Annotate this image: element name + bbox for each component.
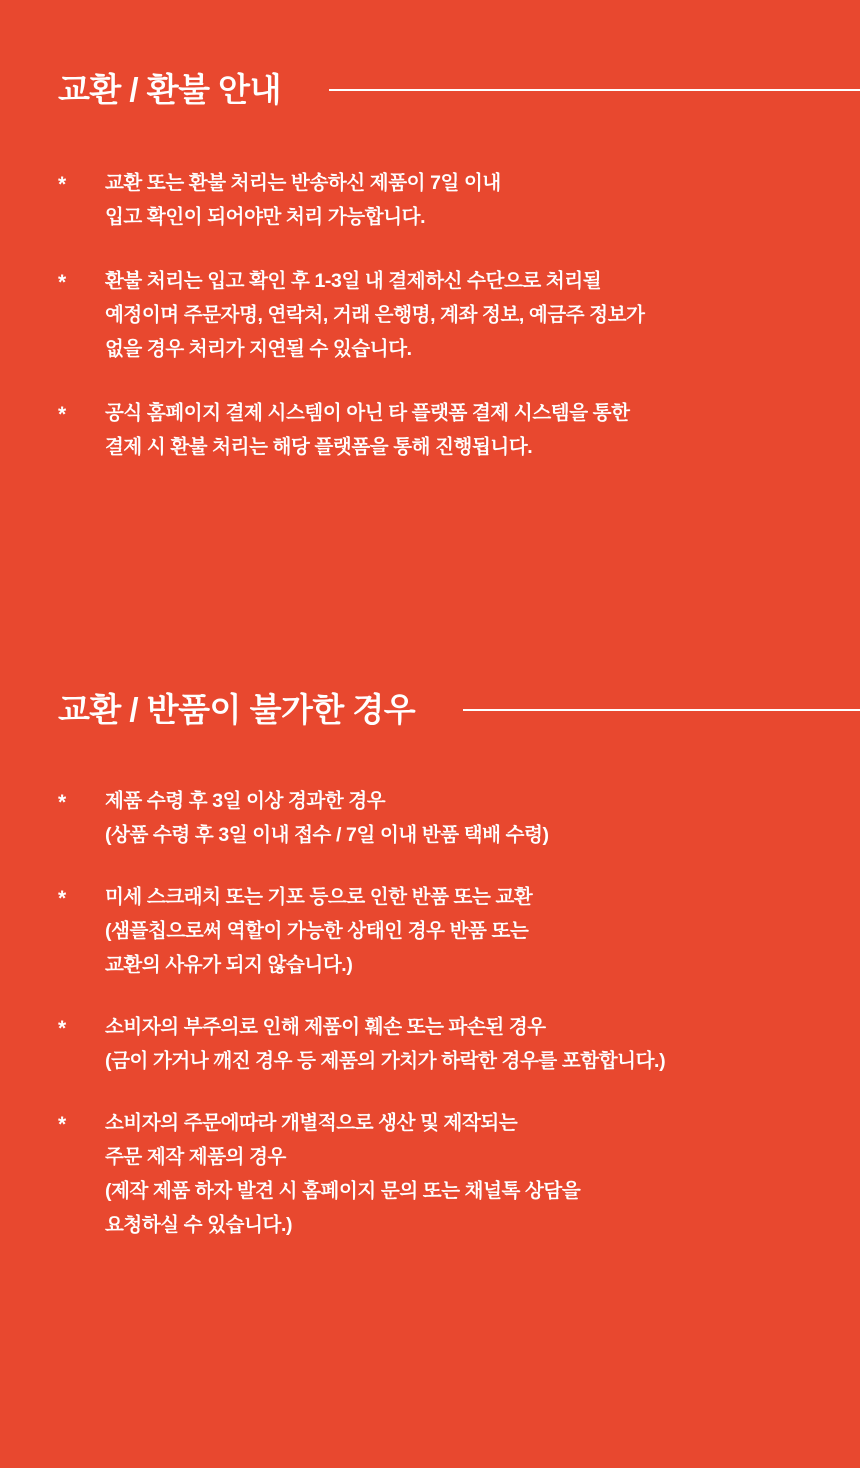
- section-title: 교환 / 환불 안내: [58, 71, 281, 108]
- text-line: 결제 시 환불 처리는 해당 플랫폼을 통해 진행됩니다.: [105, 435, 533, 458]
- text-line: 소비자의 부주의로 인해 제품이 훼손 또는 파손된 경우: [105, 1015, 546, 1038]
- text-line: 입고 확인이 되어야만 처리 가능합니다.: [105, 205, 426, 228]
- section-heading: [0, 690, 860, 730]
- text-line: 미세 스크래치 또는 기포 등으로 인한 반품 또는 교환: [105, 885, 533, 908]
- list-item: [58, 880, 820, 982]
- heading-divider: [329, 89, 860, 91]
- text-line: (샘플칩으로써 역할이 가능한 상태인 경우 반품 또는: [105, 919, 529, 942]
- list-item-text: [105, 1106, 820, 1242]
- list-item-text: [105, 264, 820, 366]
- text-line: 환불 처리는 입고 확인 후 1-3일 내 결제하신 수단으로 처리될: [105, 269, 602, 292]
- text-line: 소비자의 주문에따라 개별적으로 생산 및 제작되는: [105, 1111, 518, 1134]
- list-item: [58, 784, 820, 852]
- text-line: 없을 경우 처리가 지연될 수 있습니다.: [105, 337, 412, 360]
- section-exchange-refund-guide: [0, 70, 860, 464]
- list-item-text: [105, 166, 820, 234]
- bullet-mark-icon: *: [58, 1016, 67, 1040]
- list-item: [58, 264, 820, 366]
- bullet-mark-icon: *: [58, 790, 67, 814]
- list-item-text: [105, 396, 820, 464]
- bullet-mark-icon: *: [58, 1112, 67, 1136]
- bullet-mark-icon: *: [58, 402, 67, 426]
- heading-divider: [463, 709, 860, 711]
- text-line: (상품 수령 후 3일 이내 접수 / 7일 이내 반품 택배 수령): [105, 823, 549, 846]
- text-line: 주문 제작 제품의 경우: [105, 1145, 286, 1168]
- text-line: 교환의 사유가 되지 않습니다.): [105, 953, 353, 976]
- list-item-text: [105, 1010, 820, 1078]
- bullet-list: [0, 166, 860, 464]
- bullet-mark-icon: *: [58, 886, 67, 910]
- text-line: (금이 가거나 깨진 경우 등 제품의 가치가 하락한 경우를 포함합니다.): [105, 1049, 666, 1072]
- list-item-text: [105, 880, 820, 982]
- section-heading: [0, 70, 860, 110]
- text-line: 공식 홈페이지 결제 시스템이 아닌 타 플랫폼 결제 시스템을 통한: [105, 401, 630, 424]
- list-item: [58, 396, 820, 464]
- text-line: 요청하실 수 있습니다.): [105, 1213, 293, 1236]
- list-item: [58, 1106, 820, 1242]
- section-title: 교환 / 반품이 불가한 경우: [58, 691, 416, 728]
- bullet-mark-icon: *: [58, 172, 67, 196]
- text-line: 교환 또는 환불 처리는 반송하신 제품이 7일 이내: [105, 171, 501, 194]
- bullet-mark-icon: *: [58, 270, 67, 294]
- section-non-returnable-cases: [0, 690, 860, 1270]
- bullet-list: [0, 784, 860, 1242]
- text-line: 예정이며 주문자명, 연락처, 거래 은행명, 계좌 정보, 예금주 정보가: [105, 303, 645, 326]
- list-item-text: [105, 784, 820, 852]
- list-item: [58, 166, 820, 234]
- list-item: [58, 1010, 820, 1078]
- text-line: 제품 수령 후 3일 이상 경과한 경우: [105, 789, 386, 812]
- text-line: (제작 제품 하자 발견 시 홈페이지 문의 또는 채널톡 상담을: [105, 1179, 581, 1202]
